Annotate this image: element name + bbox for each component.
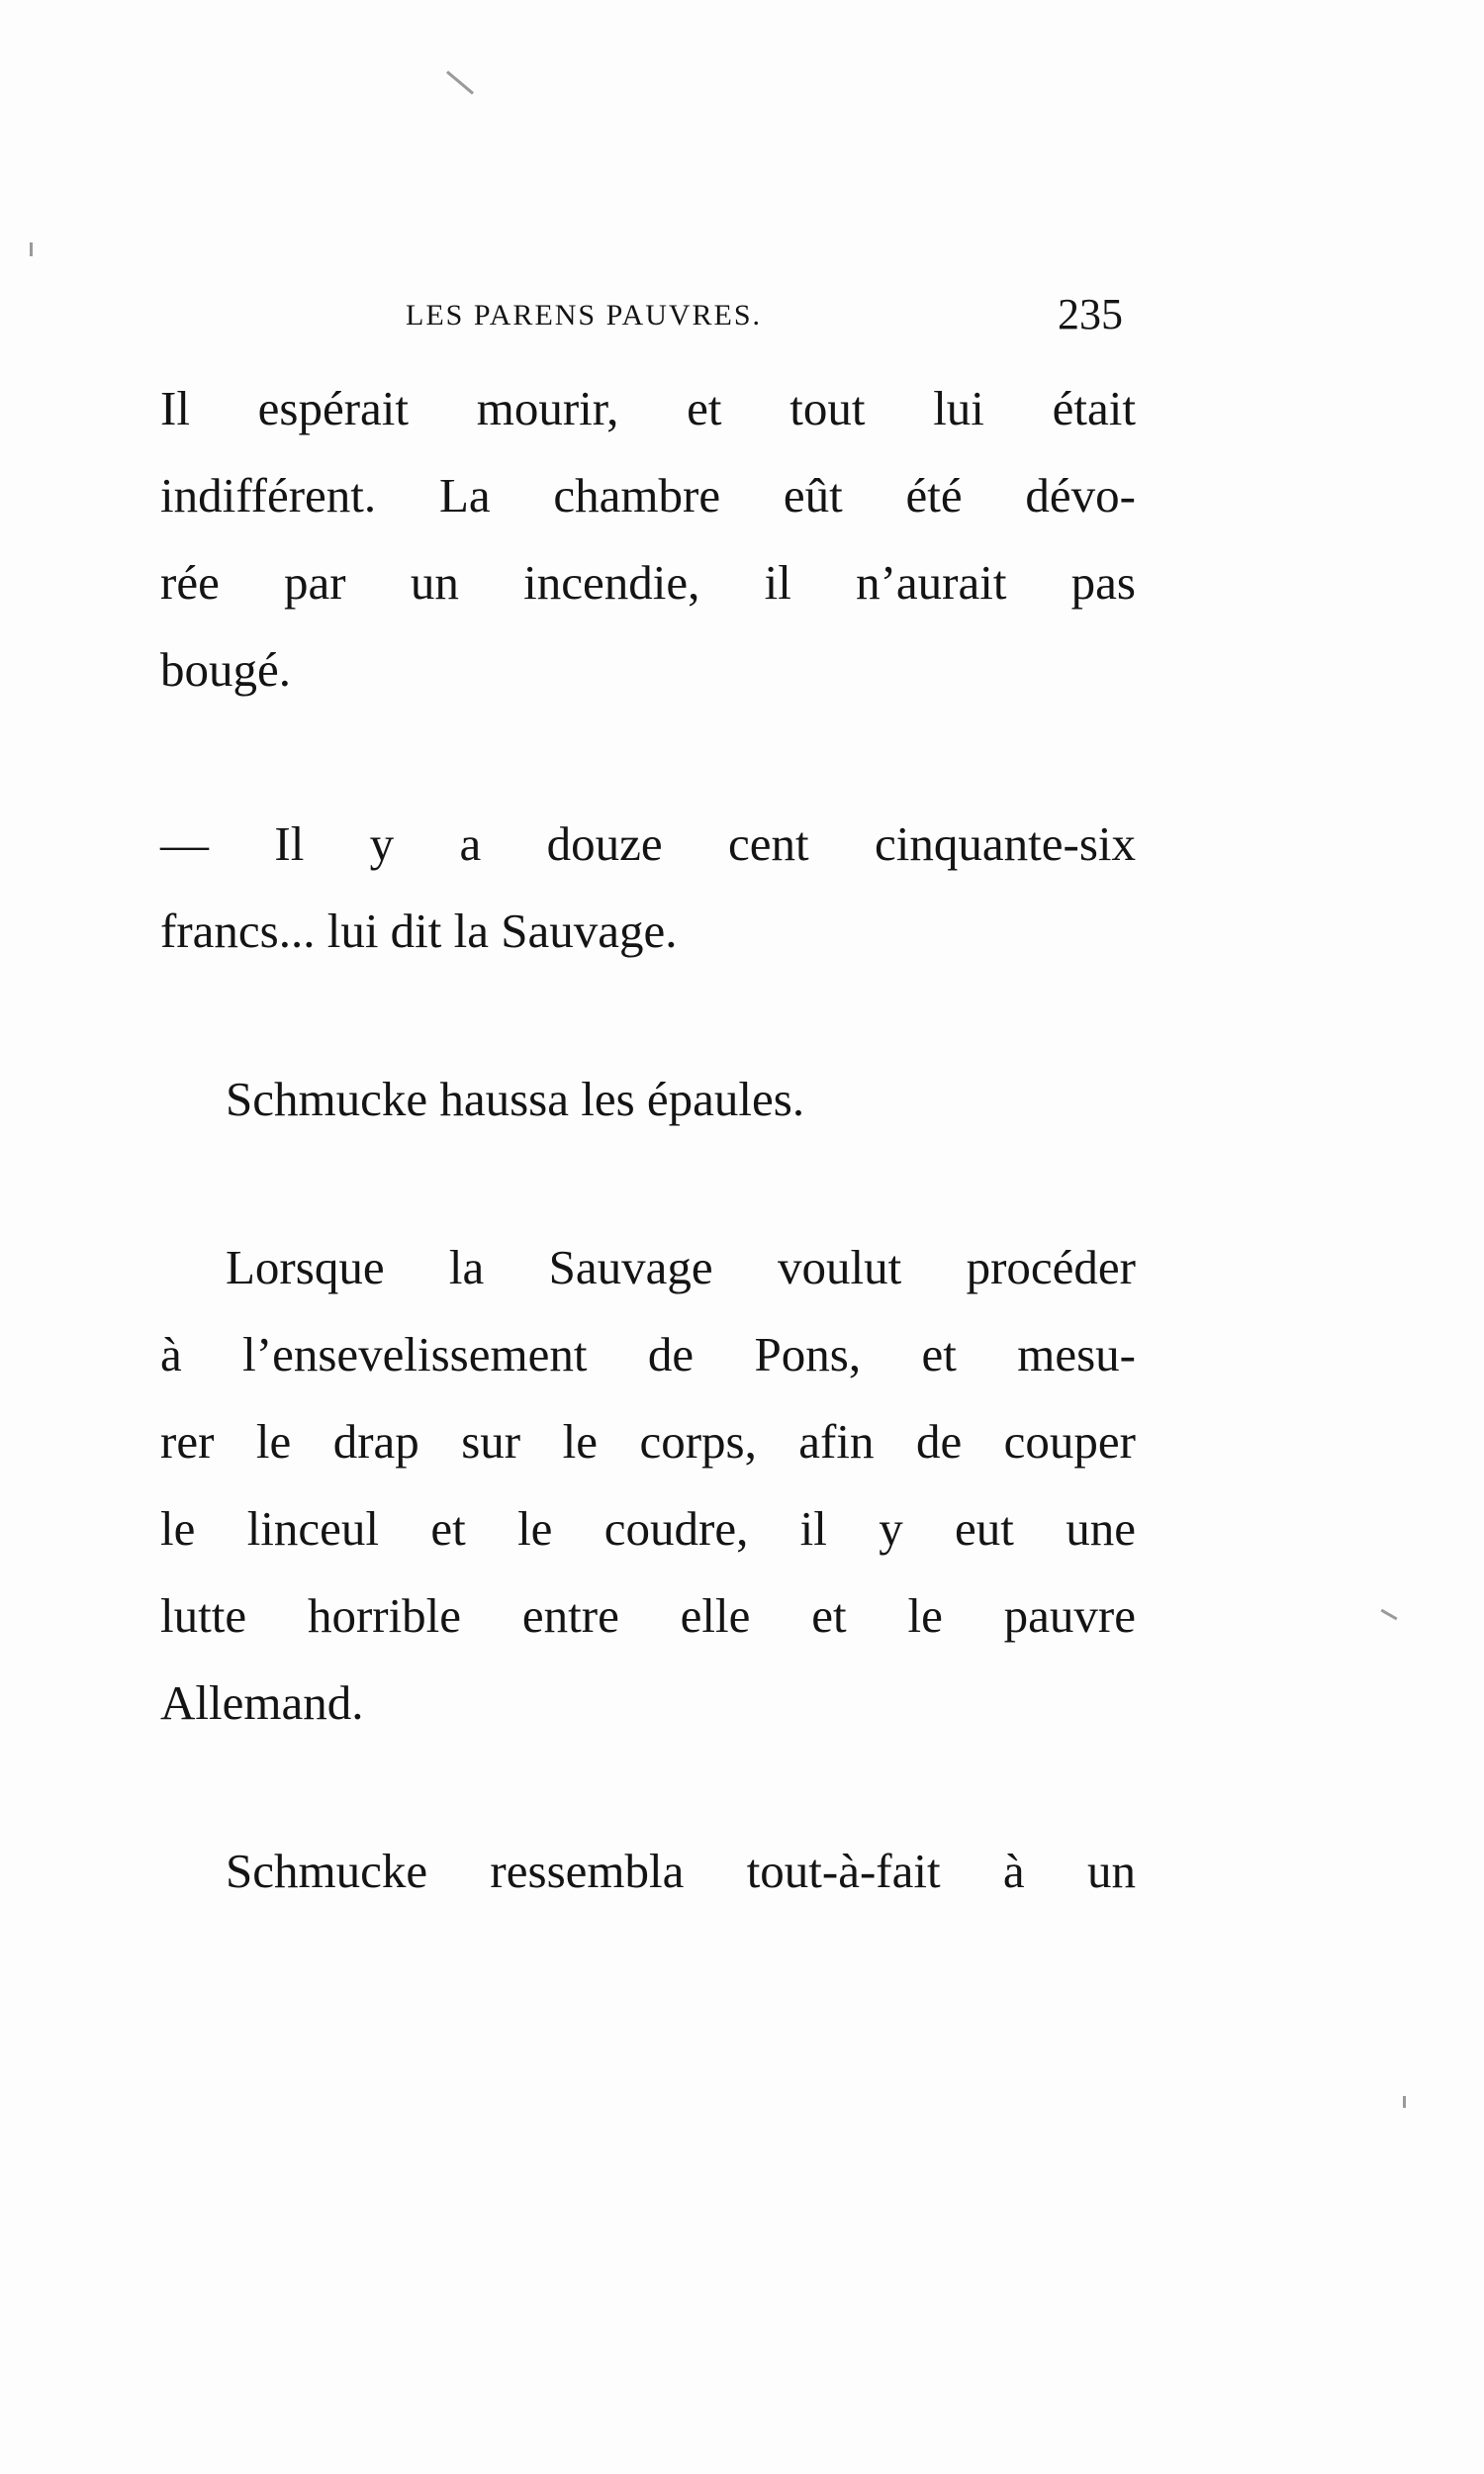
text-line: indifférent. La chambre eût été dévo- [160,468,1136,523]
text-line: Schmucke ressembla tout-à-fait à un [226,1844,1136,1898]
text-line: francs... lui dit la Sauvage. [160,904,678,958]
scan-speck [446,70,474,94]
scan-speck [1403,2096,1406,2108]
text-line: rer le drap sur le corps, afin de couper [160,1414,1136,1469]
text-line: bougé. [160,642,291,697]
running-title: LES PARENS PAUVRES. [406,299,763,332]
text-line: lutte horrible entre elle et le pauvre [160,1588,1136,1643]
page-number: 235 [1058,290,1123,338]
text-line: à l’ensevelissement de Pons, et mesu- [160,1327,1136,1381]
scan-speck [1380,1609,1397,1621]
text-line: Il espérait mourir, et tout lui était [160,381,1136,435]
text-line: Allemand. [160,1675,364,1730]
text-line: Schmucke haussa les épaules. [226,1072,805,1126]
text-line: le linceul et le coudre, il y eut une [160,1501,1136,1556]
scan-speck [30,242,33,256]
text-line: — Il y a douze cent cinquante-six [160,816,1136,871]
page-header [406,289,1123,348]
text-line: Lorsque la Sauvage voulut procéder [226,1240,1136,1294]
text-line: rée par un incendie, il n’aurait pas [160,555,1136,610]
